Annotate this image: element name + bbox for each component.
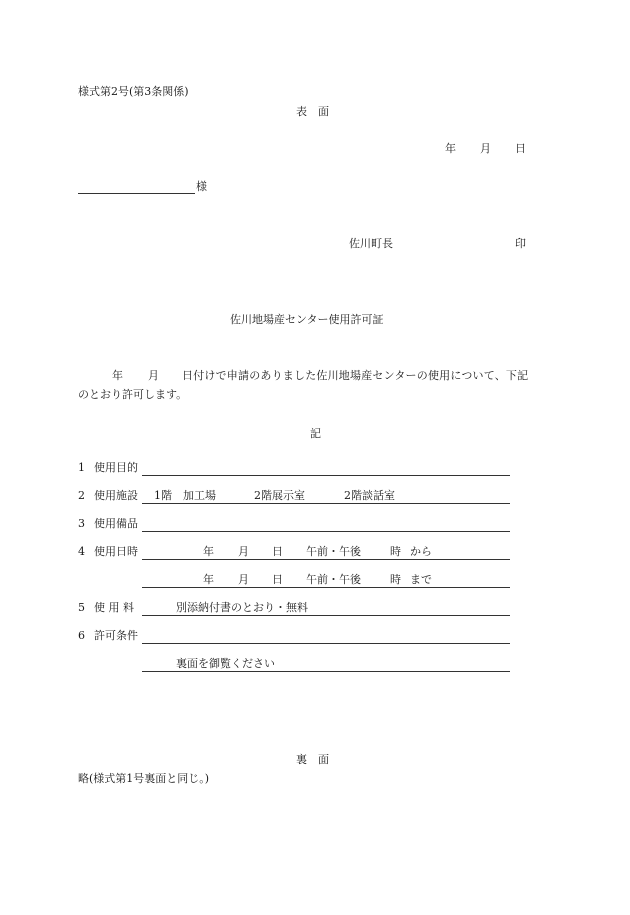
- item-label: 使用日時: [94, 545, 138, 558]
- issuer-title: 佐川町長: [349, 237, 393, 250]
- from-suffix: から: [410, 545, 432, 558]
- front-heading: 表 面: [296, 105, 329, 118]
- item-datetime-end: [78, 574, 510, 588]
- fee-value: 別添納付書のとおり・無料: [176, 601, 308, 614]
- item-label: 使 用 料: [94, 601, 134, 614]
- item-conditions-cont: [78, 658, 510, 672]
- fill-line: [142, 503, 510, 504]
- fill-line: [142, 643, 510, 644]
- date-year: 年: [445, 142, 456, 155]
- from-ampm: 午前・午後: [306, 545, 361, 558]
- to-suffix: まで: [410, 573, 432, 586]
- to-ampm: 午前・午後: [306, 573, 361, 586]
- to-year: 年: [203, 573, 214, 586]
- fill-line: [142, 531, 510, 532]
- form-number: 様式第2号(第3条関係): [78, 85, 189, 98]
- item-label: 使用施設: [94, 489, 138, 502]
- item-conditions: [78, 630, 510, 644]
- item-facility: [78, 490, 510, 504]
- facility-option-lounge: 2階談話室: [344, 489, 395, 502]
- item-label: 使用目的: [94, 461, 138, 474]
- facility-option-exhibition-room: 2階展示室: [254, 489, 305, 502]
- back-note: 略(様式第1号裏面と同じ。): [78, 772, 210, 785]
- from-hour: 時: [390, 545, 401, 558]
- date-day: 日: [515, 142, 526, 155]
- addressee-line: [78, 193, 195, 194]
- item-fee: [78, 602, 510, 616]
- fill-line: [142, 475, 510, 476]
- fill-line: [142, 671, 510, 672]
- item-number: 2: [78, 489, 85, 502]
- from-year: 年: [203, 545, 214, 558]
- fill-line: [142, 615, 510, 616]
- from-day: 日: [272, 545, 283, 558]
- to-hour: 時: [390, 573, 401, 586]
- item-label: 許可条件: [94, 629, 138, 642]
- date-month: 月: [480, 142, 491, 155]
- item-label: 使用備品: [94, 517, 138, 530]
- body-month: 月: [148, 369, 159, 382]
- item-number: 5: [78, 601, 85, 614]
- body-text-line2: のとおり許可します。: [78, 388, 188, 401]
- document-title: 佐川地場産センター使用許可証: [230, 313, 384, 326]
- body-year: 年: [112, 369, 123, 382]
- item-equipment: [78, 518, 510, 532]
- item-number: 3: [78, 517, 85, 530]
- conditions-value: 裏面を御覧ください: [176, 657, 275, 670]
- to-month: 月: [238, 573, 249, 586]
- from-month: 月: [238, 545, 249, 558]
- item-number: 6: [78, 629, 85, 642]
- fill-line: [142, 587, 510, 588]
- body-text-line1: 日付けで申請のありました佐川地場産センターの使用について、下記: [182, 369, 529, 382]
- facility-option-processing-room: 1階 加工場: [154, 489, 216, 502]
- to-day: 日: [272, 573, 283, 586]
- fill-line: [142, 559, 510, 560]
- item-number: 4: [78, 545, 85, 558]
- back-heading: 裏 面: [296, 753, 329, 766]
- addressee-suffix: 様: [196, 180, 207, 193]
- item-number: 1: [78, 461, 85, 474]
- seal-mark: 印: [515, 237, 526, 250]
- item-purpose: [78, 462, 510, 476]
- item-datetime: [78, 546, 510, 560]
- ki-heading: 記: [310, 427, 321, 440]
